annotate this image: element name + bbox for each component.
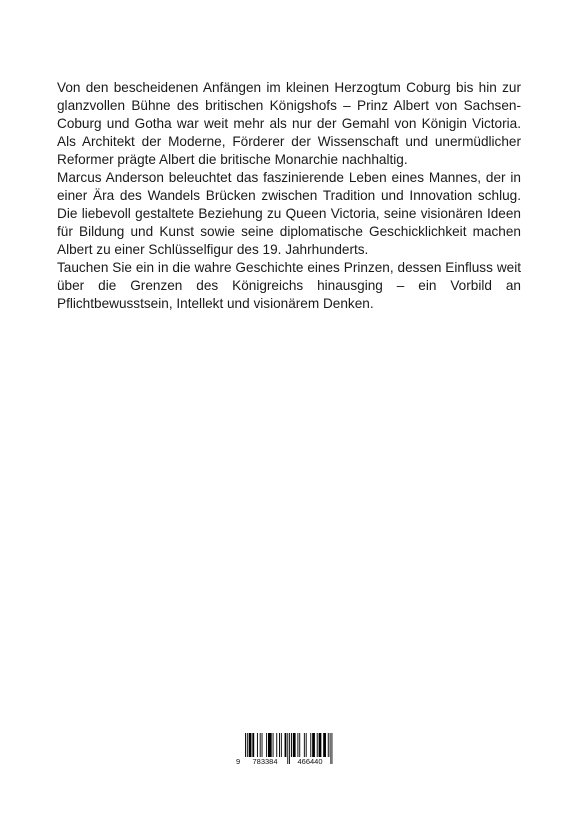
isbn-barcode (236, 733, 340, 765)
barcode-bar (268, 733, 272, 757)
book-blurb (57, 79, 521, 313)
barcode-bar (304, 733, 305, 757)
barcode-bar (317, 733, 318, 757)
barcode-right-digits: 466440 (290, 757, 330, 766)
barcode-bar (312, 733, 315, 757)
barcode-bar (306, 733, 307, 757)
barcode-bar (299, 733, 300, 757)
barcode-bar (273, 733, 274, 757)
barcode-bar (285, 733, 287, 757)
barcode-bar (262, 733, 263, 757)
barcode-lead-digit: 9 (236, 757, 241, 766)
barcode-bar (257, 733, 258, 757)
barcode-bar (252, 733, 254, 757)
barcode-bar (323, 733, 326, 757)
barcode-bar (319, 733, 322, 757)
barcode-left-digits: 783384 (245, 757, 285, 766)
barcode-bar (281, 733, 282, 757)
blurb-paragraph-2: Marcus Anderson beleuchtet das faszinierende Leben eines Mannes, der in einer Ära des Wandels Brücken zwischen Tradition und Innovation schlug. Die liebevoll gestaltete Beziehung zu Queen Victoria, seine visionären Ideen für Bildung und Kunst sowie seine diplomatische Geschicklichkeit machen Albert zu einer Schlüsselfigur des 19. Jahrhunderts. (57, 170, 521, 257)
barcode-bar (328, 733, 329, 757)
barcode-bar (249, 733, 252, 757)
barcode-bar (260, 733, 261, 757)
blurb-paragraph-1: Von den bescheidenen Anfängen im kleinen Herzogtum Coburg bis hin zur glanzvollen Bühne des britischen Königshofs – Prinz Albert von Sachsen-Coburg und Gotha war weit mehr als nur der Gemahl von Königin Victoria. Als Architekt der Moderne, Förderer der Wissenschaft und unermüdlicher Reformer prägte Albert die britische Monarchie nachhaltig. (57, 80, 521, 167)
barcode-bar (310, 733, 311, 757)
barcode-guard-bar (287, 733, 288, 764)
barcode-guard-bar (331, 733, 332, 764)
barcode-bar (276, 733, 277, 757)
blurb-paragraph-3: Tauchen Sie ein in die wahre Geschichte eines Prinzen, dessen Einfluss weit über die Grenzen des Königreichs hinausging – ein Vorbild an Pflichtbewusstsein, Intellekt und visionärem Denken. (57, 260, 521, 311)
barcode-bar (291, 733, 292, 757)
barcode-bar (297, 733, 298, 757)
barcode-bar (279, 733, 280, 757)
barcode-bar (266, 733, 267, 757)
barcode-bar (293, 733, 296, 757)
